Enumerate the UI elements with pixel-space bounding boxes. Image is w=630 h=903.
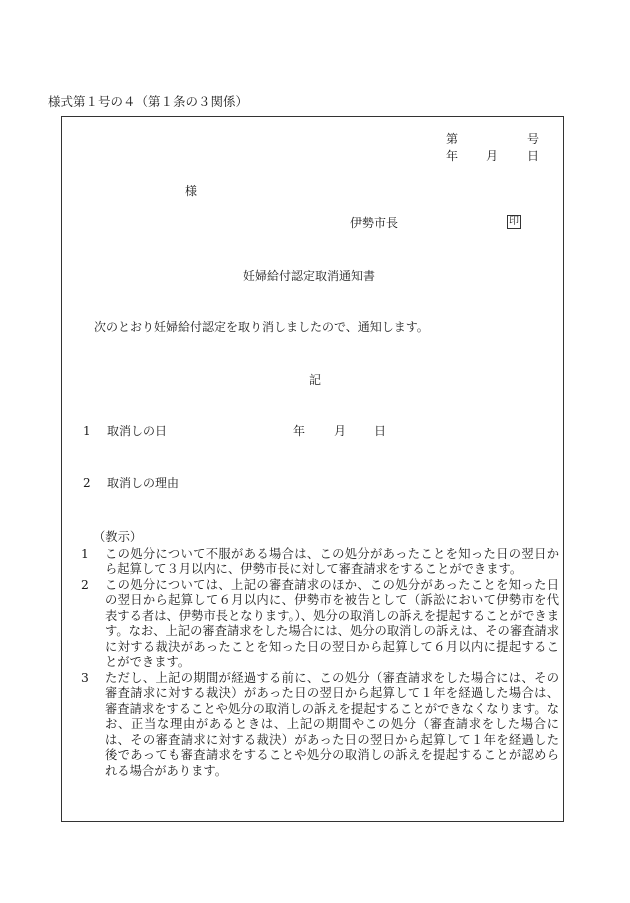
item1-label: 取消しの日 [107,424,168,438]
document-title: 妊婦給付認定取消通知書 [243,269,376,283]
item1-month: 月 [334,424,347,438]
kyoji-item-number: 3 [81,670,89,685]
doc-no-suffix: 号 [527,132,540,146]
kyoji-heading: （教示） [93,530,143,544]
item1-number: 1 [83,424,91,438]
addressee-suffix: 様 [185,184,198,198]
kyoji-item [81,578,559,671]
form-label: 様式第１号の４（第１条の３関係） [48,94,249,109]
ki-marker: 記 [309,373,322,387]
doc-no-prefix: 第 [446,132,459,146]
kyoji-item [81,547,559,578]
issuer: 伊勢市長 [350,216,399,230]
item1-year: 年 [293,424,306,438]
kyoji-section [81,530,559,779]
date-month: 月 [486,149,499,163]
kyoji-item [81,671,559,780]
body-text: 次のとおり妊婦給付認定を取り消しましたので、通知します。 [94,320,429,334]
kyoji-item-number: 1 [81,546,89,561]
kyoji-item-text: この処分については、上記の審査請求のほか、この処分があったことを知った日の翌日から起算して６月以内に、伊勢市を被告として（訴訟において伊勢市を代表する者は、伊勢市長となります。）、処分の取消しの訴えを提起することができます。なお、上記の審査請求をした場合には、処分の取消しの訴えは、その審査請求に対する裁決があったことを知った日の翌日から起算して６月以内に提起することができます。 [105,577,560,669]
item2-label: 取消しの理由 [107,476,180,490]
kyoji-item-text: この処分について不服がある場合は、この処分があったことを知った日の翌日から起算して３月以内に、伊勢市長に対して審査請求をすることができます。 [105,546,559,576]
item1-day: 日 [374,424,387,438]
kyoji-item-text: ただし、上記の期間が経過する前に、この処分（審査請求をした場合には、その審査請求に対する裁決）があった日の翌日から起算して１年を経過した場合は、審査請求をすることや処分の取消しの訴えを提起することができなくなります。なお、正当な理由があるときは、上記の期間やこの処分（審査請求をした場合には、その審査請求に対する裁決）があった日の翌日から起算して１年を経過した後であっても審査請求をすることや処分の取消しの訴えを提起することが認められる場合があります。 [105,670,560,778]
seal-mark: 印 [509,216,519,227]
date-year: 年 [446,149,459,163]
kyoji-item-number: 2 [81,577,89,592]
date-day: 日 [527,149,540,163]
item2-number: 2 [83,476,91,490]
